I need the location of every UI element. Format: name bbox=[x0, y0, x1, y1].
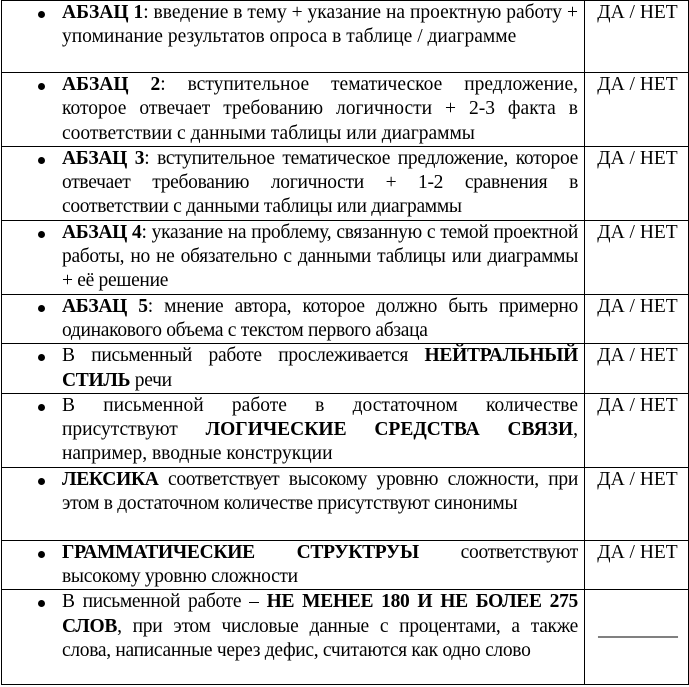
criterion-text: , например, вводные конструкции bbox=[62, 419, 578, 465]
checklist-row bbox=[2, 294, 689, 344]
criterion-lead: В письменный работе прослеживается bbox=[62, 345, 425, 367]
criterion-text: : мнение автора, которое должно быть примерно одинакового объема с текстом первого абзаца bbox=[62, 295, 578, 341]
answer-cell[interactable] bbox=[585, 294, 689, 344]
answer-options[interactable]: ДА / НЕТ bbox=[597, 2, 678, 23]
criterion-text: соответствует высокому уровню сложности, при этом в достаточном количестве присутствуют синонимы bbox=[62, 468, 578, 515]
checklist-row bbox=[2, 220, 689, 294]
checklist-row bbox=[2, 393, 689, 467]
criterion-bold: АБЗАЦ 2 bbox=[62, 74, 161, 95]
answer-cell[interactable] bbox=[585, 393, 689, 467]
bullet-icon bbox=[38, 305, 45, 312]
bullet-icon bbox=[38, 478, 45, 485]
criterion-cell bbox=[2, 393, 585, 467]
criterion-cell bbox=[2, 294, 585, 344]
checklist-row bbox=[2, 344, 689, 394]
criterion-bold: ГРАММАТИЧЕСКИЕ СТРУКТРУЫ bbox=[62, 541, 419, 563]
criterion-cell bbox=[2, 73, 585, 147]
answer-options[interactable]: ДА / НЕТ bbox=[597, 221, 678, 243]
criterion-lead: В письменной работе в достаточном количестве присутствуют bbox=[62, 394, 578, 441]
criterion-cell bbox=[2, 220, 585, 294]
criterion-bold: АБЗАЦ 4 bbox=[62, 221, 142, 243]
criterion-cell bbox=[2, 590, 585, 685]
criterion-text: : вступительное тематическое предложение, которое отвечает требованию логичности + 2-3 факта в соответствии с данными таблицы или диаграммы bbox=[62, 74, 578, 144]
word-count-blank[interactable]: _________ bbox=[598, 619, 677, 641]
checklist-row bbox=[2, 73, 689, 147]
criterion-text: , при этом числовые данные с процентами, а также слова, написанные через дефис, считаются как одно слово bbox=[62, 615, 578, 661]
bullet-icon bbox=[38, 11, 45, 18]
answer-options[interactable]: ДА / НЕТ bbox=[597, 147, 678, 169]
bullet-icon bbox=[38, 600, 45, 607]
criterion-bold: АБЗАЦ 1 bbox=[62, 2, 144, 23]
criterion-lead: В письменной работе – bbox=[62, 591, 267, 613]
answer-cell[interactable] bbox=[585, 1, 689, 73]
answer-cell[interactable] bbox=[585, 220, 689, 294]
bullet-icon bbox=[38, 354, 45, 361]
answer-options[interactable]: ДА / НЕТ bbox=[597, 394, 678, 416]
essay-checklist-table bbox=[1, 0, 689, 685]
criterion-bold: ЛЕКСИКА bbox=[62, 468, 159, 490]
criterion-bold: АБЗАЦ 3 bbox=[62, 147, 145, 169]
bullet-icon bbox=[38, 83, 45, 90]
criterion-bold: НЕЙТРАЛЬНЫЙ СТИЛЬ bbox=[62, 345, 578, 391]
answer-options[interactable]: ДА / НЕТ bbox=[597, 295, 678, 317]
criterion-cell bbox=[2, 467, 585, 540]
bullet-icon bbox=[38, 551, 45, 558]
criterion-text: соответствуют высокому уровню сложности bbox=[62, 541, 578, 588]
criterion-bold: НЕ МЕНЕЕ 180 И НЕ БОЛЕЕ 275 СЛОВ bbox=[62, 591, 578, 637]
answer-options[interactable]: ДА / НЕТ bbox=[597, 541, 678, 563]
answer-cell[interactable] bbox=[585, 590, 689, 685]
criterion-text: : вступительное тематическое предложение, которое отвечает требованию логичности + 1-2 сравнения в соответствии с данными таблицы или диаграммы bbox=[62, 147, 579, 218]
criterion-cell bbox=[2, 1, 585, 73]
criterion-cell bbox=[2, 540, 585, 590]
bullet-icon bbox=[38, 231, 45, 238]
checklist-row bbox=[2, 1, 689, 73]
answer-cell[interactable] bbox=[585, 344, 689, 394]
criterion-cell bbox=[2, 146, 585, 220]
answer-cell[interactable] bbox=[585, 540, 689, 590]
checklist-row bbox=[2, 590, 689, 685]
bullet-icon bbox=[38, 404, 45, 411]
answer-options[interactable]: ДА / НЕТ bbox=[597, 468, 678, 490]
checklist-row bbox=[2, 467, 689, 540]
answer-cell[interactable] bbox=[585, 73, 689, 147]
criterion-text: : указание на проблему, связанную с темой проектной работы, но не обязательно с данными таблицы или диаграммы + её решение bbox=[62, 221, 578, 292]
criterion-cell bbox=[2, 344, 585, 394]
checklist-row bbox=[2, 146, 689, 220]
checklist-row bbox=[2, 540, 689, 590]
answer-options[interactable]: ДА / НЕТ bbox=[597, 345, 678, 367]
answer-cell[interactable] bbox=[585, 467, 689, 540]
bullet-icon bbox=[38, 157, 45, 164]
criterion-bold: ЛОГИЧЕСКИЕ СРЕДСТВА СВЯЗИ bbox=[205, 419, 574, 441]
criterion-text: речи bbox=[130, 369, 172, 391]
answer-options[interactable]: ДА / НЕТ bbox=[597, 74, 678, 95]
answer-cell[interactable] bbox=[585, 146, 689, 220]
criterion-bold: АБЗАЦ 5 bbox=[62, 295, 148, 317]
criterion-text: : введение в тему + указание на проектную работу + упоминание результатов опроса в таблице / диаграмме bbox=[62, 2, 578, 48]
